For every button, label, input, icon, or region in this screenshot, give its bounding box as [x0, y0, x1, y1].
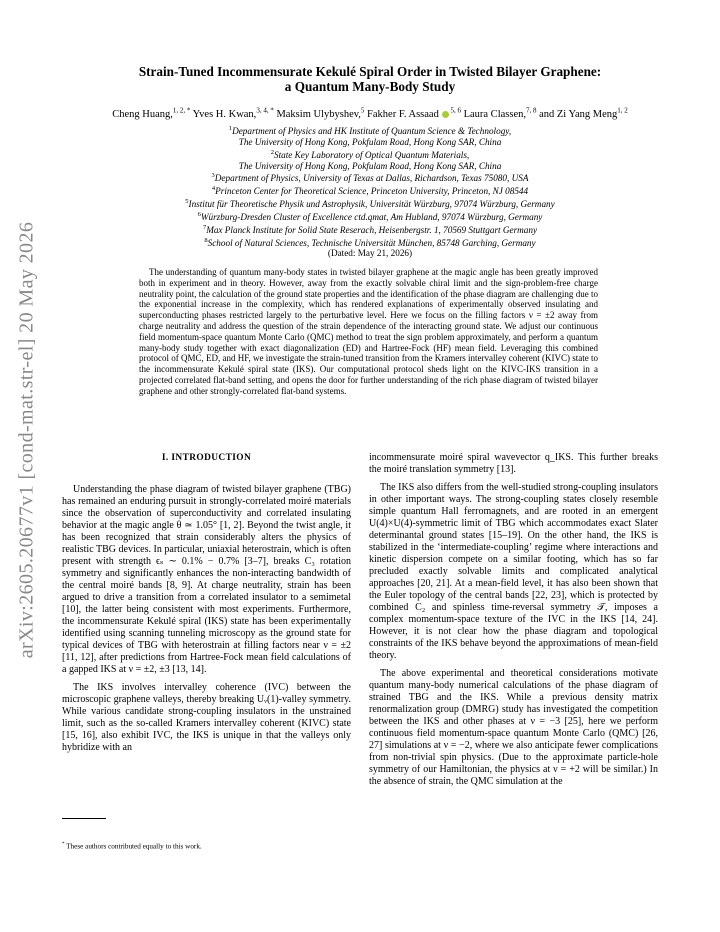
arxiv-identifier: arXiv:2605.20677v1 [cond-mat.str-el] 20 May 2026 [15, 221, 38, 659]
affiliation-line [60, 210, 680, 223]
paragraph: The IKS involves intervalley coherence (IVC) between the microscopic graphene valleys, thereby breaking Uᵥ(1)-valley symmetry. While various candidate strong-coupling insulators in the unstrained limit, such as the so-called Kramers intervalley coherent (KIVC) state [15, 16], also exhibit IVC, the IKS is unique in that the valleys only hybridize with an [62, 682, 351, 753]
affiliation-text: The University of Hong Kong, Pokfulam Road, Hong Kong SAR, China [238, 136, 502, 147]
dated-line: (Dated: May 21, 2026) [327, 248, 413, 259]
affiliation-text: School of Natural Sciences, Technische Universität München, 85748 Garching, Germany [207, 237, 536, 248]
author-list [60, 104, 680, 121]
right-column [369, 452, 658, 794]
paragraph: The IKS also differs from the well-studied strong-coupling insulators in other important ways. The strong-coupling states closely resemble simple quantum Hall ferromagnets, and are rooted in an emergent U(4)×U(4)-symmetric limit of TBG which accommodates exact Slater determinantal ground states [15–19]. On the other hand, the IKS is stabilized in the ‘intermediate-coupling’ regime where interactions and kinetic dispersion compete on a similar footing, which has so far precluded exactly solvable limits and complicated analytical approaches [20, 21]. At a mean-field level, it has also been shown that the Euler topology of the central bands [22, 23], which is protected by combined C₂ and spinless time-reversal symmetry 𝒯, imposes a complex momentum-space texture of the IVC in the IKS [14, 24]. However, it is not clear how the phase diagram and topological constraints of the IKS behave beyond the approximations of mean-field theory. [369, 482, 658, 661]
affiliations [60, 124, 680, 259]
author [276, 106, 365, 120]
affiliation-number: 2 [270, 148, 274, 156]
affiliation-line [60, 223, 680, 236]
left-column [62, 452, 351, 760]
paragraph: The above experimental and theoretical considerations motivate quantum many-body numerical calculations of the phase diagram of strained TBG and the IKS. While a previous density matrix renormalization group (DMRG) study has investigated the competition between the IKS and other phases at ν = −3 [25], here we perform continuous field momentum-space quantum Monte Carlo (QMC) [26, 27] simulations at ν = −2, where we also anticipate fewer complications from non-trivial spin physics. (Due to the approximate particle-hole symmetry of our Hamiltonian, the physics at ν = +2 will be similar.) In the absence of strain, the QMC simulation at the [369, 668, 658, 787]
affiliation-line [60, 148, 680, 161]
author-name: Yves H. Kwan, [192, 108, 257, 120]
affiliation-line [60, 197, 680, 210]
affiliation-number: 3 [211, 172, 215, 180]
author-name: and Zi Yang Meng [539, 108, 618, 120]
author-affiliation-marks: 1, 2 [617, 106, 628, 114]
author-affiliation-marks: 5 [360, 106, 365, 114]
affiliation-line [60, 161, 680, 172]
footnote-rule [62, 818, 106, 819]
title-line-2: a Quantum Many-Body Study [284, 79, 456, 94]
affiliation-line [60, 236, 680, 249]
footnote-mark: * [62, 842, 65, 847]
section-title: I. INTRODUCTION [161, 453, 252, 463]
affiliation-number: 6 [197, 210, 201, 218]
author [539, 106, 628, 120]
author [192, 106, 274, 120]
arxiv-sidebar-stamp[interactable] [14, 220, 40, 660]
footnote [62, 840, 351, 851]
affiliation-text: State Key Laboratory of Optical Quantum Materials, [274, 149, 470, 160]
affiliation-line [60, 184, 680, 197]
paragraph: incommensurate moiré spiral wavevector q_IKS. This further breaks the moiré translation symmetry [13]. [369, 452, 658, 475]
affiliation-text: Max Planck Institute for Solid State Reserach, Heisenbergstr. 1, 70569 Stuttgart Germany [206, 224, 538, 235]
affiliation-number: 4 [211, 185, 216, 193]
author-name: Maksim Ulybyshev, [276, 108, 361, 120]
author-affiliation-marks: 7, 8 [525, 106, 537, 114]
affiliation-line [60, 171, 680, 184]
affiliation-number: 8 [204, 236, 208, 244]
affiliation-text: Department of Physics, University of Texas at Dallas, Richardson, Texas 75080, USA [214, 173, 529, 184]
affiliation-text: Würzburg-Dresden Cluster of Excellence ctd.qmat, Am Hubland, 97074 Würzburg, Germany [200, 211, 543, 222]
orcid-icon[interactable] [442, 111, 449, 118]
affiliation-number: 7 [202, 223, 207, 231]
author-affiliation-marks: 1, 2, * [172, 106, 191, 114]
title-line-1: Strain-Tuned Incommensurate Kekulé Spiral Order in Twisted Bilayer Graphene: [138, 64, 602, 79]
author-affiliation-marks: 3, 4, * [256, 106, 274, 114]
affiliation-number: 5 [185, 198, 189, 206]
affiliation-text: Institut für Theoretische Physik und Astrophysik, Universität Würzburg, 97074 Würzburg, Germany [188, 199, 555, 210]
paper-title [90, 64, 650, 94]
footnote-text: These authors contributed equally to this work. [66, 842, 202, 851]
affiliation-line [60, 137, 680, 148]
author [463, 106, 537, 120]
affiliation-text: Department of Physics and HK Institute of Quantum Science & Technology, [232, 126, 512, 137]
paragraph: Understanding the phase diagram of twisted bilayer graphene (TBG) has remained an enduring pursuit in strongly-correlated moiré materials since the observation of superconductivity and correlated insulating behavior at the magic angle θ ≃ 1.05° [1, 2]. Beyond the twist angle, it has been recognized that strain considerably alters the physics of realistic TBG devices. In particular, uniaxial heterostrain, which is often present with strength ϵₛ ∼ 0.1% − 0.7% [3–7], breaks C₃ rotation symmetry and significantly enhances the non-interacting bandwidth of the central moiré bands [8, 9]. At charge neutrality, strain has been argued to drive a transition from a correlated insulator to a semimetal [10], the latter being consistent with most experiments. Furthermore, the incommensurate Kekulé spiral (IKS) state has been experimentally identified using scanning tunneling microscopy as the ground state for typical devices of TBG with heterostrain at filling factors near ν = ±2 [11, 12], after predictions from Hartree-Fock mean field calculations of a gapped IKS at ν = ±2, ±3 [13, 14]. [62, 484, 351, 675]
author-name: Laura Classen, [463, 108, 526, 120]
author [112, 106, 191, 120]
author-name: Fakher F. Assaad [367, 108, 439, 120]
author-affiliation-marks: 5, 6 [450, 106, 461, 114]
affiliation-text: The University of Hong Kong, Pokfulam Road, Hong Kong SAR, China [238, 160, 502, 171]
abstract: The understanding of quantum many-body states in twisted bilayer graphene at the magic angle has been greatly improved both in experiment and in theory. However, away from the exactly solvable chiral limit and the sign-problem-free charge neutrality point, the calculation of the ground state properties and the identification of the phase diagram are challenging due to the exponential increase in the complexity, which has rendered explanations of experimentally observed insulating and superconducting phases restricted largely to the perturbative level. Here we focus on the filling factors ν = ±2 away from charge neutrality and address the question of the strain dependence of the interacting ground state. We adjust our continuous field momentum-space quantum Monte Carlo (QMC) method to treat the sign problem approximately, and perform a quantum many-body study together with exact diagonalization (ED) and Hartree-Fock (HF) mean field. Leveraging this combined protocol of QMC, ED, and HF, we investigate the strain-tuned transition from the Kramers intervalley coherent (KIVC) state to the incommensurate Kekulé spiral state (IKS). Our computational protocol sheds light on the KIVC-IKS transition in a projected correlated flat-band setting, and opens the door for further understanding of the rich phase diagram of twisted bilayer graphene and other strongly-correlated flat-band systems. [139, 267, 598, 396]
affiliation-line [60, 124, 680, 137]
affiliation-number: 1 [228, 125, 233, 132]
affiliation-text: Princeton Center for Theoretical Science, Princeton University, Princeton, NJ 08544 [215, 186, 529, 197]
author-name: Cheng Huang, [112, 108, 173, 120]
author [367, 106, 461, 120]
